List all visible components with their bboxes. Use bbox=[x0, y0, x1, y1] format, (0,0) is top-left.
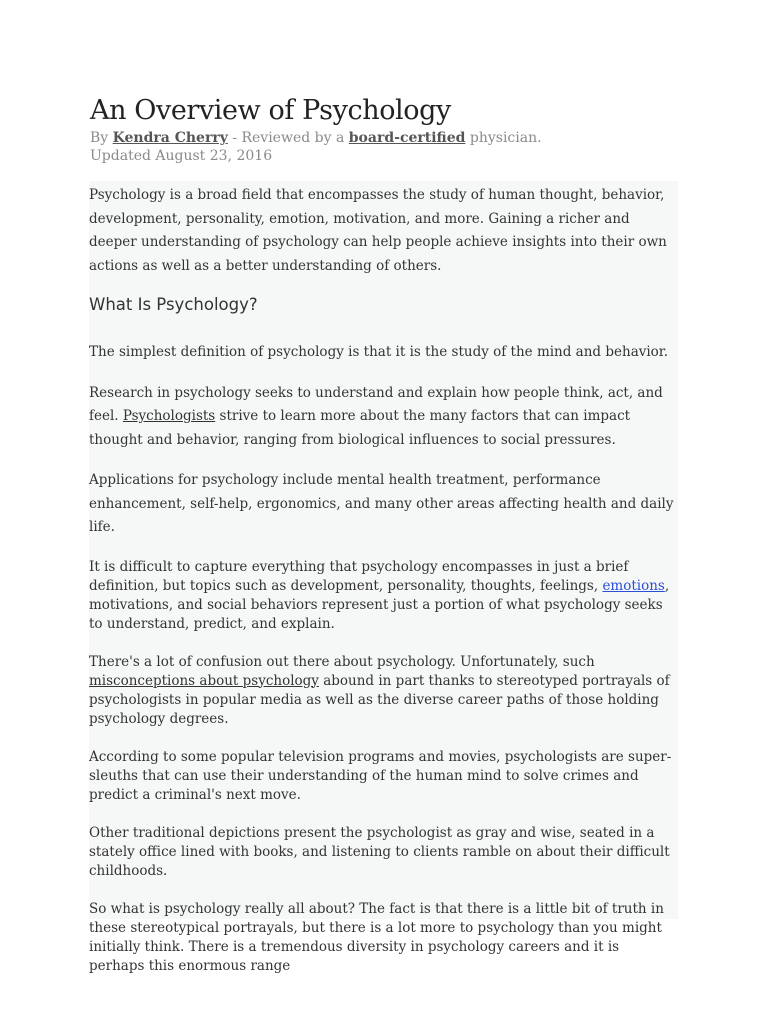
difficult-paragraph bbox=[89, 558, 678, 634]
research-paragraph bbox=[89, 382, 678, 453]
byline-by: By bbox=[90, 130, 113, 146]
emotions-link[interactable]: emotions bbox=[602, 577, 665, 594]
article-header bbox=[90, 94, 680, 165]
sowhat-paragraph: So what is psychology really all about? The fact is that there is a little bit of truth in these stereotypical portrayals, but there is a lot more to psychology than you might initially think. There is a tremendous diversity in psychology careers and it is perhaps this enormous range bbox=[89, 900, 664, 974]
psychologists-link[interactable]: Psychologists bbox=[122, 408, 216, 424]
intro-paragraph: Psychology is a broad field that encompasses the study of human thought, behavior, development, personality, emotion, motivation, and more. Gaining a richer and deeper understanding of psychology can help people achieve insights into their own actions as well as a better understanding of others. bbox=[89, 187, 667, 274]
board-certified-link[interactable]: board-certified bbox=[348, 130, 466, 146]
confusion-text-end: abound in part thanks to stereotyped portrayals of psychologists in popular media as well as the diverse career paths of those holding psychology degrees. bbox=[89, 672, 670, 727]
traditional-paragraph: Other traditional depictions present the psychologist as gray and wise, seated in a stately office lined with books, and listening to clients ramble on about their difficult childhoods. bbox=[89, 824, 670, 879]
research-text-end: strive to learn more about the many factors that can impact thought and behavior, ranging from biological influences to social pressures. bbox=[89, 408, 631, 448]
byline-reviewed: - Reviewed by a bbox=[227, 130, 349, 146]
difficult-text-end: , motivations, and social behaviors represent just a portion of what psychology seeks to understand, predict, and explain. bbox=[89, 577, 670, 632]
definition-paragraph: The simplest definition of psychology is that it is the study of the mind and behavior. bbox=[89, 344, 669, 360]
confusion-text-start: There's a lot of confusion out there about psychology. Unfortunately, such bbox=[89, 653, 595, 670]
article-body bbox=[89, 181, 678, 974]
byline-physician: physician. bbox=[465, 130, 542, 146]
difficult-text-start: It is difficult to capture everything that psychology encompasses in just a brief definition, but topics such as development, personality, thoughts, feelings, bbox=[89, 558, 629, 594]
confusion-paragraph bbox=[89, 653, 678, 729]
updated-date: Updated August 23, 2016 bbox=[90, 148, 273, 164]
author-link[interactable]: Kendra Cherry bbox=[112, 130, 228, 146]
applications-paragraph: Applications for psychology include mental health treatment, performance enhancement, self-help, ergonomics, and many other areas affecting health and daily life. bbox=[89, 472, 674, 535]
research-text-start: Research in psychology seeks to understand and explain how people think, act, and feel. bbox=[89, 384, 663, 424]
page-title: An Overview of Psychology bbox=[90, 95, 451, 126]
misconceptions-link[interactable]: misconceptions about psychology bbox=[89, 672, 319, 689]
television-paragraph: According to some popular television programs and movies, psychologists are super-sleuths that can use their understanding of the human mind to solve crimes and predict a criminal's next move. bbox=[89, 748, 672, 803]
section-heading: What Is Psychology? bbox=[89, 295, 258, 314]
byline bbox=[90, 129, 680, 147]
